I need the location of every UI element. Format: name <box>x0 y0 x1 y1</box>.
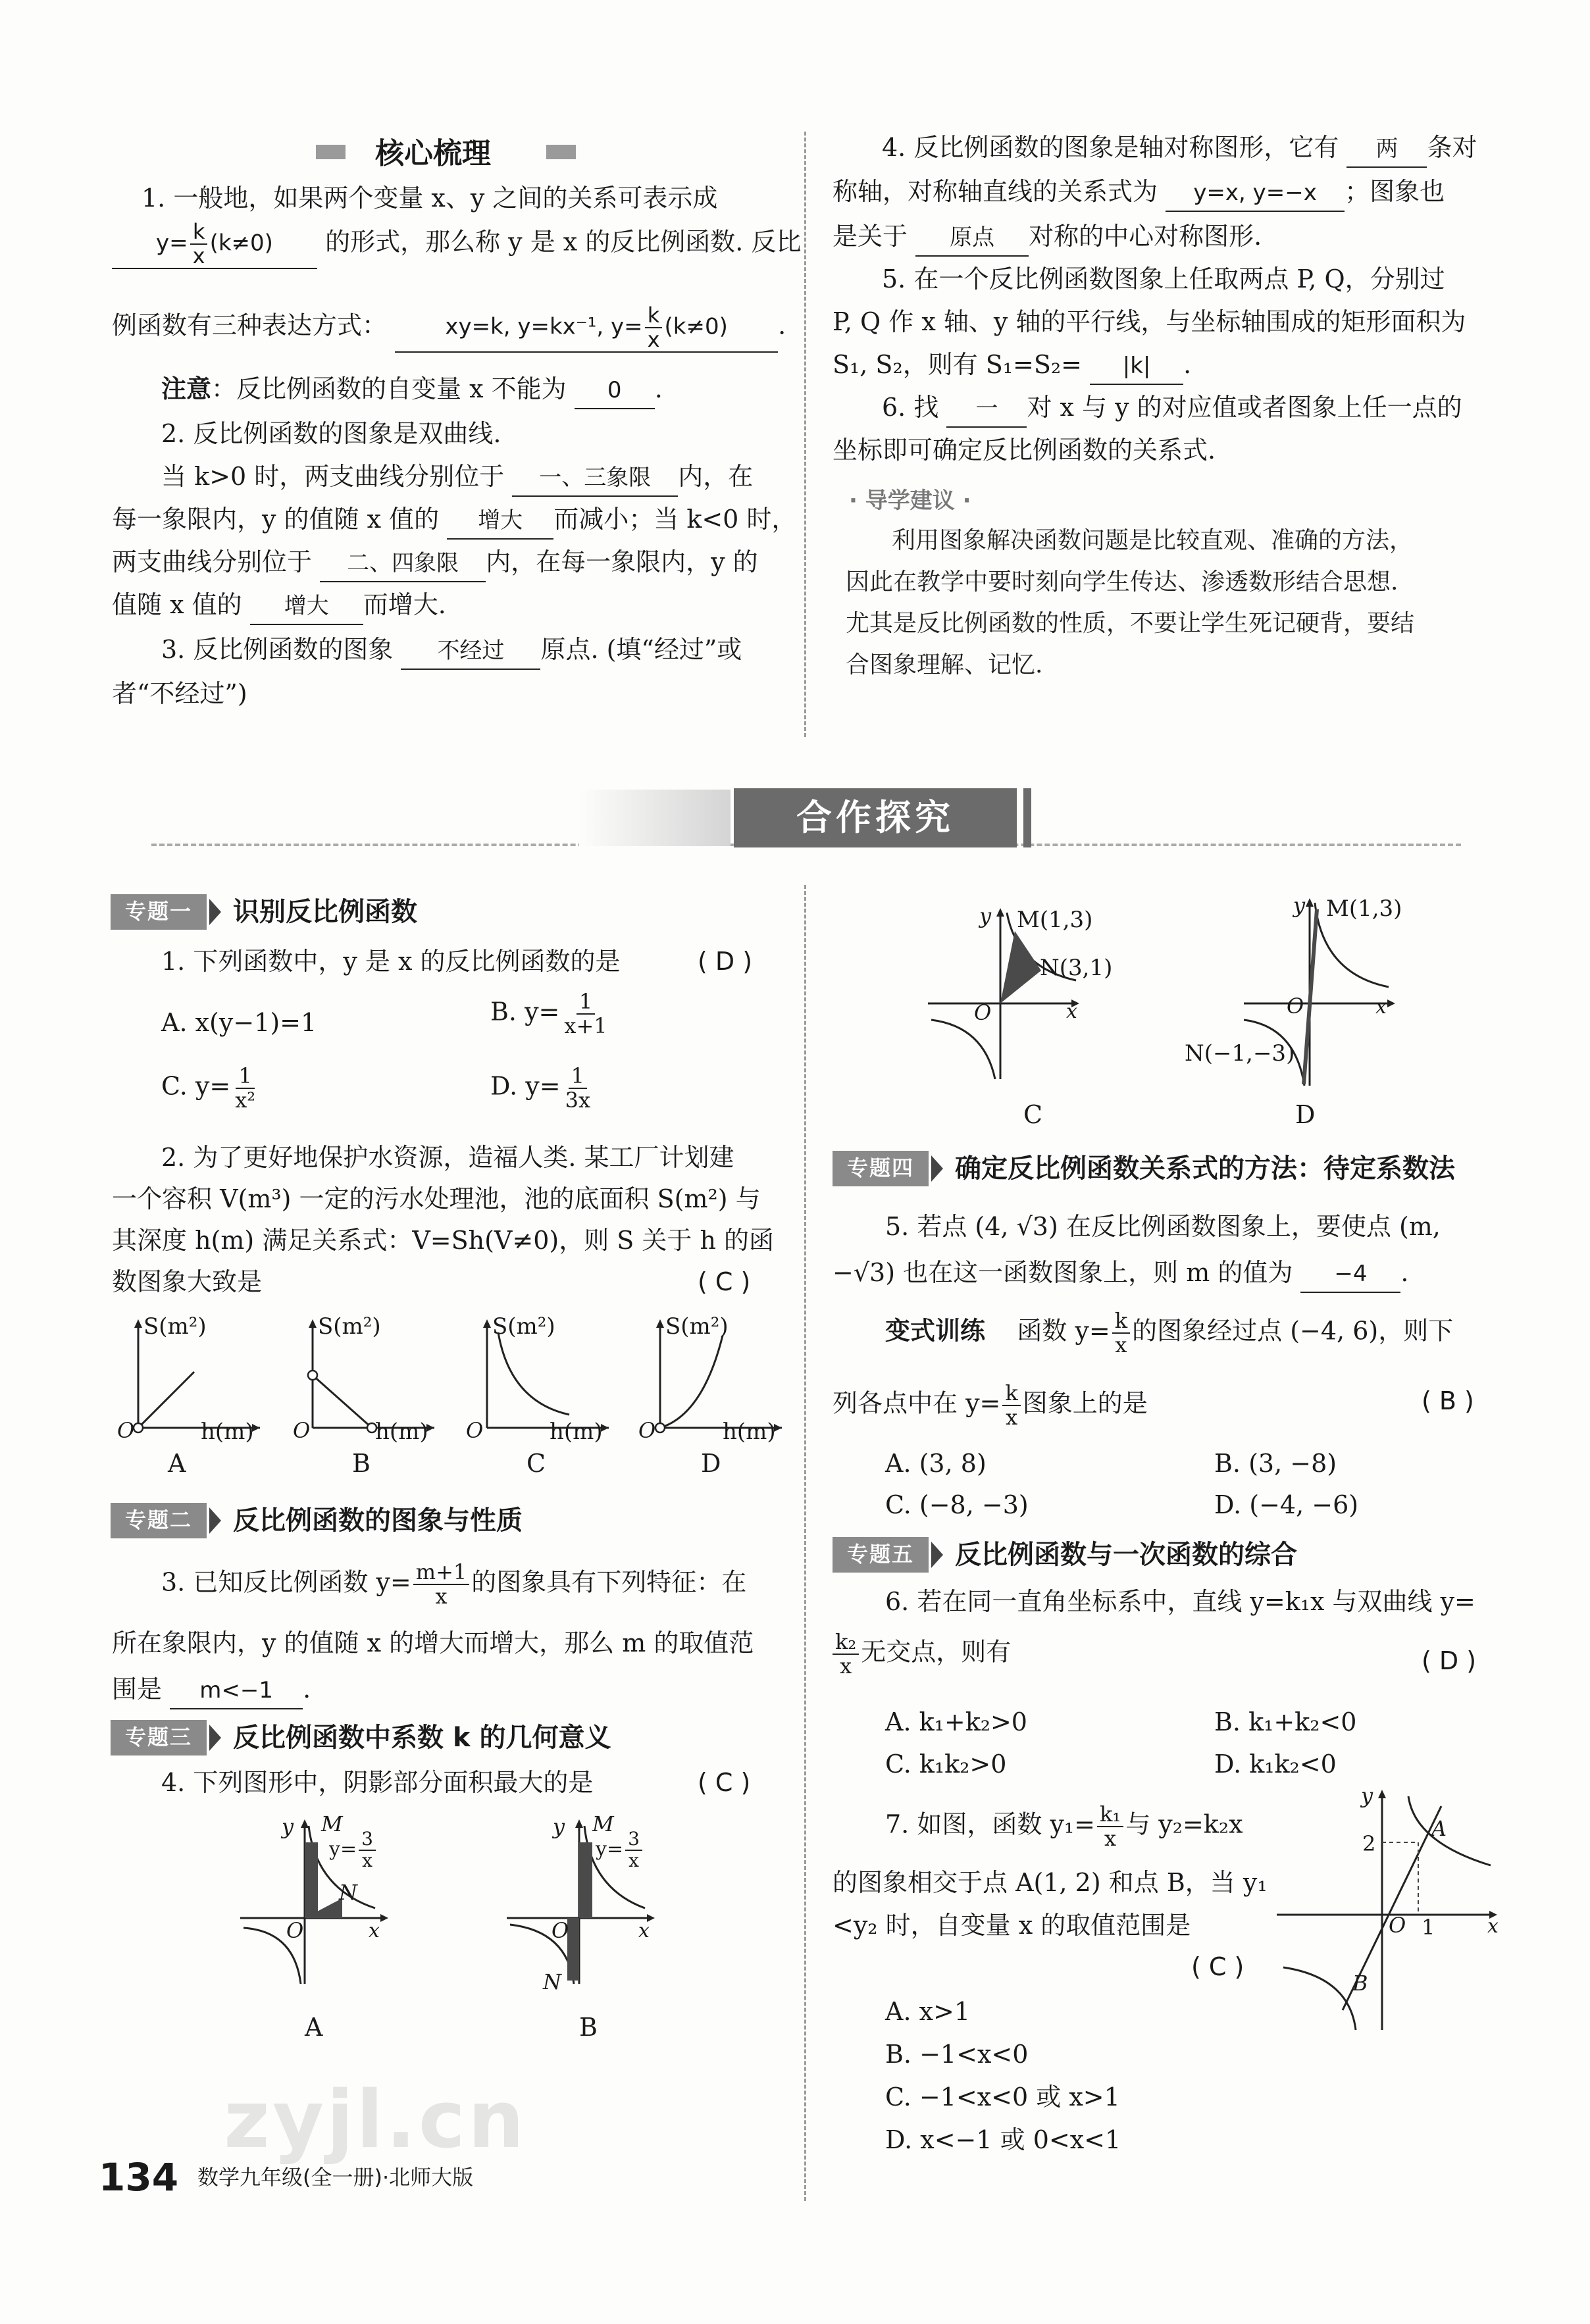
q4-c-x: x <box>1066 1000 1077 1023</box>
q6-answer: ( D ) <box>1422 1646 1477 1675</box>
title-deco-right <box>546 145 576 159</box>
q6-option-c: C. k₁k₂>0 <box>885 1750 1007 1779</box>
topic-2-arrow <box>209 1507 221 1534</box>
p2b-end: 而减小；当 k<0 时， <box>553 505 797 534</box>
note-prefix: 注意 <box>161 374 212 403</box>
core-p6b: 坐标即可确定反比例函数的关系式. <box>833 436 1216 465</box>
q1-d-den: 3x <box>565 1088 590 1113</box>
q7-den: x <box>1104 1826 1117 1852</box>
guide-line-1: 利用图象解决函数问题是比较直观、准确的方法， <box>892 527 1414 554</box>
q5-line-2 <box>833 1253 1409 1293</box>
q1-option-d <box>490 1065 595 1112</box>
core-p1-formula: y= $\frac{k}{x}$ (k≠0) <box>112 220 317 269</box>
topic-1-badge: 专题一 <box>111 894 207 930</box>
topic-4 <box>833 1148 1455 1189</box>
q6-option-a: A. k₁+k₂>0 <box>885 1707 1027 1736</box>
core-p1-row2 <box>112 220 801 269</box>
q3-l3: 围是 <box>112 1675 163 1704</box>
core-p2d-row <box>112 586 446 625</box>
core-p2b-row <box>112 500 796 540</box>
column-divider-top <box>804 132 806 737</box>
topic-2-badge: 专题二 <box>111 1503 207 1538</box>
core-p2c-row <box>112 543 758 582</box>
q2-label-b: B <box>352 1449 371 1478</box>
q2-a-ylabel: S(m²) <box>143 1313 207 1340</box>
q7-line-1 <box>885 1803 1243 1850</box>
p5-answer: |k| <box>1090 349 1183 385</box>
q5-var-den: x <box>1115 1332 1127 1358</box>
topic-4-badge: 专题四 <box>833 1151 929 1186</box>
q7-answer: ( C ) <box>1191 1952 1244 1981</box>
section-banner-bar <box>1023 788 1031 847</box>
core-title: 核心梳理 <box>375 137 491 170</box>
title-deco-left <box>316 145 346 159</box>
q7-graph-B: B <box>1352 1971 1368 1996</box>
q2-label-a: A <box>168 1449 186 1478</box>
q1-c-num: 1 <box>236 1065 254 1089</box>
q7-graph-1: 1 <box>1422 1915 1435 1940</box>
topic-1-title: 识别反比例函数 <box>233 897 418 927</box>
q7-option-c: C. −1<x<0 或 x>1 <box>885 2083 1120 2111</box>
core-p4a-row <box>882 128 1477 168</box>
topic-5-badge: 专题五 <box>833 1537 929 1573</box>
core-p3-row <box>161 630 742 670</box>
p4b-end: ；图象也 <box>1345 177 1445 206</box>
page-number: 134 <box>99 2155 179 2200</box>
topic-5 <box>833 1534 1297 1575</box>
p2d-text: 值随 x 值的 <box>112 590 242 619</box>
p2b-answer: 增大 <box>447 503 553 540</box>
q5-var-num: k <box>1112 1309 1130 1334</box>
q1-stem: 1. 下列函数中，y 是 x 的反比例函数的是 <box>161 947 621 976</box>
q7-num: k₁ <box>1097 1803 1123 1827</box>
p4c-text: 是关于 <box>833 222 908 251</box>
p2c-answer: 二、四象限 <box>320 546 486 582</box>
core-note: 注意：反比例函数的自变量 x 不能为 0 . <box>161 370 663 409</box>
topic-3-arrow <box>209 1725 221 1751</box>
q2-c-xlabel: h(m) <box>550 1419 603 1445</box>
q4-c-y: y <box>979 903 992 928</box>
q7-pre: 7. 如图，函数 y₁= <box>885 1809 1095 1839</box>
section-banner-fade <box>579 790 731 846</box>
topic-3-title: 反比例函数中系数 k 的几何意义 <box>233 1723 611 1753</box>
q5-line-1: 5. 若点 (4, √3) 在反比例函数图象上，要使点 (m, <box>885 1212 1441 1241</box>
topic-5-title: 反比例函数与一次函数的综合 <box>955 1540 1298 1570</box>
p2a-text: 当 k>0 时，两支曲线分别位于 <box>161 462 505 491</box>
q5-variant-title: 变式训练 <box>885 1316 986 1346</box>
q4-b-func: y= $\frac{3}{x}$ <box>596 1829 644 1871</box>
q3-den: x <box>435 1584 448 1609</box>
p6a-end: 对 x 与 y 的对应值或者图象上任一点的 <box>1027 393 1462 422</box>
q5-var-pre: 函数 y= <box>1017 1316 1110 1346</box>
core-p1b: 的形式，那么称 y 是 x 的反比例函数. 反比 <box>325 227 802 257</box>
q2-d-origin: O <box>638 1418 656 1443</box>
q7-graph-2: 2 <box>1362 1831 1376 1856</box>
q4-c-N: N(3,1) <box>1040 955 1113 981</box>
q1-d-pre: D. y= <box>490 1071 561 1101</box>
q5-answer: −4 <box>1300 1257 1400 1293</box>
p3-text: 3. 反比例函数的图象 <box>161 635 394 664</box>
core-p1-row3: 例函数有三种表达方式： xy=k, y=kx⁻¹, y= $\frac{k}{x}$ (k≠0). <box>112 303 786 353</box>
q4-a-M: M <box>321 1811 343 1836</box>
section-title: 合作探究 <box>796 797 954 839</box>
q5-var2-den: x <box>1006 1405 1018 1430</box>
core-p5c-row: S₁, S₂，则有 S₁=S₂= |k| . <box>833 345 1191 385</box>
guide-line-4: 合图象理解、记忆. <box>846 651 1043 678</box>
section-banner <box>734 788 1017 847</box>
q7-option-a: A. x>1 <box>885 1997 971 2026</box>
topic-1-arrow <box>209 899 221 925</box>
p2d-end: 而增大. <box>363 590 446 619</box>
q4-d-x: x <box>1375 996 1387 1019</box>
q6-line-2 <box>831 1630 1011 1678</box>
q1-c-pre: C. y= <box>161 1071 231 1101</box>
topic-3-badge: 专题三 <box>111 1720 207 1756</box>
core-p6a-row <box>882 388 1462 428</box>
q4-a-x: x <box>369 1919 380 1942</box>
q5-answer-choice: ( B ) <box>1422 1386 1474 1415</box>
q2-b-origin: O <box>293 1418 311 1443</box>
q4-label-c: C <box>1023 1100 1043 1129</box>
note-answer: 0 <box>575 373 655 409</box>
topic-1 <box>111 892 417 932</box>
q5-l2-end: . <box>1400 1258 1409 1287</box>
core-p1a: 1. 一般地，如果两个变量 x、y 之间的关系可表示成 <box>141 184 718 213</box>
q4-b-y: y <box>553 1814 565 1839</box>
guide-title: · 导学建议 · <box>849 488 971 514</box>
guide-line-2: 因此在教学中要时刻向学生传达、渗透数形结合思想. <box>846 568 1398 595</box>
q2-c-ylabel: S(m²) <box>492 1313 555 1340</box>
p4a-end: 条对 <box>1427 133 1477 162</box>
p4c-end: 对称的中心对称图形. <box>1029 222 1262 251</box>
q3-line-3 <box>112 1670 311 1709</box>
q6-line-1: 6. 若在同一直角坐标系中，直线 y=k₁x 与双曲线 y= <box>885 1587 1475 1616</box>
q6-option-b: B. k₁+k₂<0 <box>1214 1707 1357 1736</box>
q1-option-a: A. x(y−1)=1 <box>161 1008 317 1037</box>
p3-end: 原点. (填“经过”或 <box>540 635 742 664</box>
p2a-answer: 一、三象限 <box>512 461 678 497</box>
core-p2: 2. 反比例函数的图象是双曲线. <box>161 419 501 448</box>
q2-label-c: C <box>526 1449 546 1478</box>
q5-l2-pre: −√3) 也在这一函数图象上，则 m 的值为 <box>833 1258 1293 1287</box>
core-p1-answer: xy=k, y=kx⁻¹, y= $\frac{k}{x}$ (k≠0) <box>395 304 778 353</box>
q2-d-ylabel: S(m²) <box>665 1313 729 1340</box>
q7-line-3: <y₂ 时，自变量 x 的取值范围是 <box>833 1911 1191 1940</box>
q1-b-pre: B. y= <box>490 997 560 1026</box>
q4-b-O: O <box>551 1918 569 1943</box>
p2a-end: 内，在 <box>678 462 754 491</box>
q3-num: m+1 <box>413 1561 470 1585</box>
q4-a-func: y= $\frac{3}{x}$ <box>329 1829 378 1871</box>
q6-l2-end: 无交点，则有 <box>861 1637 1012 1667</box>
q3-pre: 3. 已知反比例函数 y= <box>161 1567 411 1597</box>
q1-b-num: 1 <box>577 990 595 1015</box>
q5-variant-line-1 <box>885 1309 1453 1357</box>
core-p5b: P, Q 作 x 轴、y 轴的平行线，与坐标轴围成的矩形面积为 <box>833 307 1466 336</box>
p2c-text: 两支曲线分别位于 <box>112 547 313 576</box>
p6-answer: 一 <box>946 392 1027 428</box>
q7-graph-O: O <box>1389 1913 1406 1938</box>
q4-c-M: M(1,3) <box>1017 907 1093 933</box>
core-p2a-row <box>161 457 753 497</box>
q1-answer: ( D ) <box>698 947 753 976</box>
q2-a-xlabel: h(m) <box>201 1419 254 1445</box>
q4-b-M: M <box>592 1811 614 1836</box>
q3-line-1 <box>161 1561 746 1608</box>
note-text: ：反比例函数的自变量 x 不能为 <box>211 374 567 403</box>
guide-box <box>846 520 1504 686</box>
p4-answer-2: y=x, y=−x <box>1166 176 1345 212</box>
q2-label-d: D <box>701 1449 721 1478</box>
core-p4b-row <box>833 172 1445 212</box>
q4-a-O: O <box>286 1918 304 1943</box>
q4-b-N: N <box>543 1969 561 1994</box>
watermark: zyjl.cn <box>224 2075 527 2166</box>
core-p3b: 者“不经过”) <box>112 679 247 708</box>
q5-option-c: C. (−8, −3) <box>885 1490 1029 1519</box>
q7-graph-y: y <box>1361 1783 1373 1808</box>
q2-line-2: 一个容积 V(m³) 一定的污水处理池，池的底面积 S(m²) 与 <box>112 1184 761 1213</box>
q4-c-O: O <box>974 1000 992 1025</box>
topic-4-title: 确定反比例函数关系式的方法：待定系数法 <box>955 1153 1456 1184</box>
p5c-text: S₁, S₂，则有 S₁=S₂= <box>833 350 1082 379</box>
q2-line-4: 数图象大致是 <box>112 1267 263 1296</box>
q5-variant-line-2 <box>833 1382 1148 1429</box>
q5-option-d: D. (−4, −6) <box>1214 1490 1359 1519</box>
q3-line-2: 所在象限内，y 的值随 x 的增大而增大，那么 m 的取值范 <box>112 1629 754 1657</box>
q4-a-y: y <box>282 1814 294 1839</box>
q7-option-b: B. −1<x<0 <box>885 2040 1029 2069</box>
core-p1c: 例函数有三种表达方式： <box>112 311 388 340</box>
topic-4-arrow <box>931 1155 943 1182</box>
q2-c-origin: O <box>466 1418 484 1443</box>
q7-option-d: D. x<−1 或 0<x<1 <box>885 2125 1121 2154</box>
q4-answer: ( C ) <box>698 1768 751 1797</box>
q5-var2-pre: 列各点中在 y= <box>833 1388 1001 1418</box>
topic-2-title: 反比例函数的图象与性质 <box>233 1505 523 1536</box>
q2-b-ylabel: S(m²) <box>318 1313 381 1340</box>
q5-var2-num: k <box>1002 1382 1020 1406</box>
p2b-text: 每一象限内，y 的值随 x 值的 <box>112 505 440 534</box>
p2d-answer: 增大 <box>250 589 363 625</box>
q4-label-b: B <box>579 2013 598 2042</box>
q4-d-O: O <box>1287 994 1304 1019</box>
q4-label-d: D <box>1295 1100 1316 1129</box>
q1-b-den: x+1 <box>564 1013 607 1039</box>
q4-b-x: x <box>638 1919 650 1942</box>
column-divider-bottom <box>804 885 806 2201</box>
q2-line-1: 2. 为了更好地保护水资源，造福人类. 某工厂计划建 <box>161 1143 734 1172</box>
q4-d-y: y <box>1293 893 1306 918</box>
p4-answer-3: 原点 <box>915 220 1029 257</box>
q4-d-N: N(−1,−3) <box>1185 1040 1295 1067</box>
p6a-text: 6. 找 <box>882 393 939 422</box>
q7-line-2: 的图象相交于点 A(1, 2) 和点 B，当 y₁ <box>833 1868 1268 1897</box>
q3-end: 的图象具有下列特征：在 <box>471 1567 747 1597</box>
topic-3 <box>111 1717 611 1758</box>
q5-option-a: A. (3, 8) <box>885 1449 987 1478</box>
q6-option-d: D. k₁k₂<0 <box>1214 1750 1337 1779</box>
q1-option-c <box>161 1065 260 1112</box>
q3-answer: m<−1 <box>170 1673 303 1709</box>
q2-a-origin: O <box>117 1418 135 1443</box>
q2-line-3: 其深度 h(m) 满足关系式：V=Sh(V≠0)，则 S 关于 h 的函 <box>112 1226 775 1255</box>
q4-stem: 4. 下列图形中，阴影部分面积最大的是 <box>161 1768 594 1797</box>
q4-label-a: A <box>305 2013 323 2042</box>
topic-2 <box>111 1500 523 1541</box>
core-p4c-row <box>833 217 1262 257</box>
q4-d-M: M(1,3) <box>1326 896 1402 922</box>
p2c-end: 内，在每一象限内，y 的 <box>486 547 758 576</box>
q1-c-den: x² <box>235 1088 256 1113</box>
p4-answer-1: 两 <box>1346 132 1427 168</box>
q6-den: x <box>840 1654 852 1679</box>
q5-option-b: B. (3, −8) <box>1214 1449 1337 1478</box>
guide-line-3: 尤其是反比例函数的性质，不要让学生死记硬背，要结 <box>846 610 1415 637</box>
q1-d-num: 1 <box>569 1065 587 1089</box>
q3-l3-end: . <box>303 1675 311 1704</box>
q7-graph-x: x <box>1487 1915 1499 1938</box>
q2-d-xlabel: h(m) <box>723 1419 776 1445</box>
q7-graph-A: A <box>1431 1816 1447 1841</box>
core-p5a: 5. 在一个反比例函数图象上任取两点 P, Q，分别过 <box>882 265 1445 293</box>
p4a-text: 4. 反比例函数的图象是轴对称图形，它有 <box>882 133 1339 162</box>
q1-option-b <box>490 990 612 1038</box>
q7-l1-end: 与 y₂=k₂x <box>1125 1809 1243 1839</box>
q2-b-xlabel: h(m) <box>375 1419 428 1445</box>
q5-var-end: 的图象经过点 (−4, 6)，则下 <box>1132 1316 1454 1346</box>
core-title-bar <box>316 135 579 168</box>
book-title: 数学九年级(全一册)·北师大版 <box>197 2165 474 2190</box>
q2-answer: ( C ) <box>698 1267 751 1296</box>
q6-num: k₂ <box>833 1630 859 1655</box>
q4-a-N: N <box>339 1880 357 1905</box>
q5-var2-end: 图象上的是 <box>1022 1388 1148 1418</box>
p4b-text: 称轴，对称轴直线的关系式为 <box>833 177 1158 206</box>
topic-5-arrow <box>931 1542 943 1568</box>
p3-answer: 不经过 <box>401 634 540 670</box>
